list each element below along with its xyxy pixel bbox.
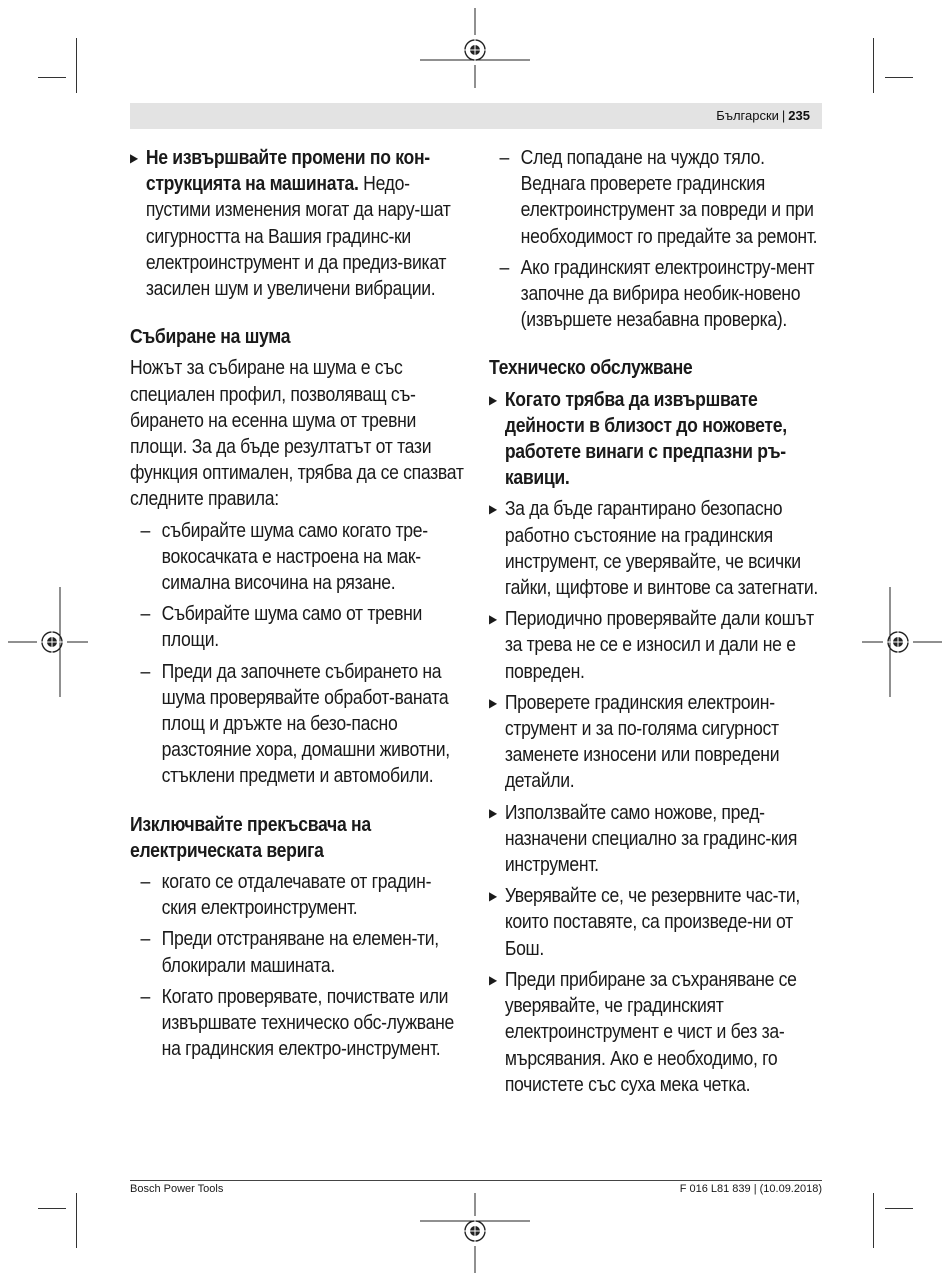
dash-item: – събирайте шума само когато тре-вокосачката е настроена на мак-симална височина на рязане.: [140, 519, 428, 595]
bullet-item: [489, 883, 823, 962]
dash-item-text: когато се отдалечавате от градин-ския електроинструмент.: [161, 871, 432, 920]
dash-item-text: Преди отстраняване на елемен-ти, блокирали машината.: [161, 928, 439, 977]
crop-mark: [76, 1193, 77, 1248]
dash-item: – Когато проверявате, почиствате или извършвате техническо обс-лужване на градинския електро-инструмент.: [140, 985, 454, 1061]
right-column: [489, 145, 823, 1098]
dash-item: – След попадане на чуждо тяло. Веднага проверете градинския електроинструмент за повреди и при необходимост го предайте за ремонт.: [499, 147, 818, 248]
bullet-text: Използвайте само ножове, пред-назначени специално за градинс-кия инструмент.: [504, 801, 798, 877]
footer-publisher: Bosch Power Tools: [130, 1183, 224, 1195]
bullet-item: [489, 387, 823, 492]
dash-item-text: събирайте шума само когато тре-вокосачката е настроена на мак-симална височина на рязане.: [161, 519, 428, 595]
section-heading-maintenance: Техническо обслужване: [489, 357, 693, 380]
page-number: 235: [788, 108, 810, 123]
bullet-item: [489, 606, 823, 685]
bullet-item: [489, 496, 823, 601]
registration-mark-right: [862, 587, 942, 697]
dash-item: – Ако градинският електроинстру-мент започне да вибрира необик-новено (извършете незабавна проверка).: [499, 256, 815, 332]
header-separator: |: [781, 108, 786, 123]
bullet-item: [489, 967, 823, 1098]
page-header: [130, 103, 822, 129]
bullet-text: Уверявайте се, че резервните час-ти, които поставяте, са произведе-ни от Бош.: [504, 885, 801, 960]
dash-item-text: Преди да започнете събирането на шума проверявайте обработ-ваната площ и дръжте на безо-пасно разстояние хора, домашни животни, стъклени предмети и автомобили.: [161, 660, 450, 788]
bullet-text: Проверете градинския електроин-струмент и за по-голяма сигурност заменете износени или повредени детайли.: [504, 691, 780, 793]
left-column: [130, 145, 464, 1063]
registration-mark-bottom: [420, 1193, 530, 1273]
crop-mark: [873, 1193, 874, 1248]
bullet-text: Преди прибиране за съхраняване се уверявайте, че градинският електроинструмент е чист и без за-мърсявания. Ако е необходимо, го почистете със суха мека четка.: [504, 968, 797, 1096]
bullet-item: [489, 800, 823, 879]
section-heading-leaves: Събиране на шума: [130, 326, 291, 349]
dash-item: – Преди отстраняване на елемен-ти, блокирали машината.: [140, 928, 439, 977]
header-label: [716, 108, 810, 123]
footer-document-code: F 016 L81 839 | (10.09.2018): [679, 1183, 822, 1195]
crop-mark: [38, 77, 66, 78]
bullet-bold-text: Когато трябва да извършвате дейности в близост до ножовете, работете винаги с предпазни ръ-кавици.: [504, 388, 787, 490]
dash-item: – когато се отдалечавате от градин-ския електроинструмент.: [140, 871, 432, 920]
section-heading-switch-off: Изключвайте прекъсвача на електрическата верига: [130, 813, 371, 862]
dash-item-text: Събирайте шума само от тревни площи.: [161, 603, 423, 652]
bullet-text: Недо-пустими изменения могат да нару-шат сигурността на Вашия градинс-ки електроинструмент и да предиз-викат засилен шум и увеличени вибрации.: [145, 173, 451, 301]
crop-mark: [76, 38, 77, 93]
header-language: Български: [716, 108, 779, 123]
dash-item: – Събирайте шума само от тревни площи.: [140, 603, 423, 652]
bullet-item: [489, 690, 823, 795]
dash-item-text: Когато проверявате, почиствате или извършвате техническо обс-лужване на градинския електро-инструмент.: [161, 985, 454, 1061]
crop-mark: [885, 1208, 913, 1209]
section-paragraph: Ножът за събиране на шума е със специален профил, позволяващ съ-бирането на есенна шума от тревни площи. За да бъде резултатът от тази функция оптимален, трябва да се спазват следните правила:: [130, 357, 464, 511]
crop-mark: [873, 38, 874, 93]
dash-item-text: След попадане на чуждо тяло. Веднага проверете градинския електроинструмент за повреди и при необходимост го предайте за ремонт.: [520, 147, 818, 248]
crop-mark: [885, 77, 913, 78]
dash-item: – Преди да започнете събирането на шума проверявайте обработ-ваната площ и дръжте на безо-пасно разстояние хора, домашни животни, стъклени предмети и автомобили.: [140, 660, 450, 788]
crop-mark: [38, 1208, 66, 1209]
bullet-item: [130, 145, 464, 302]
footer-rule: [130, 1180, 822, 1181]
registration-mark-top: [420, 8, 530, 88]
bullet-text: Периодично проверявайте дали кошът за трева не се е износил и дали не е повреден.: [504, 608, 814, 683]
bullet-bold-text: Не извършвайте промени по кон-струкцията на машината.: [145, 147, 430, 196]
bullet-text: За да бъде гарантирано безопасно работно състояние на градинския инструмент, се уверявайте, че всички гайки, щифтове и винтове са затегнати.: [504, 498, 819, 600]
dash-item-text: Ако градинският електроинстру-мент започне да вибрира необик-новено (извършете незабавна проверка).: [520, 256, 815, 332]
registration-mark-left: [8, 587, 88, 697]
